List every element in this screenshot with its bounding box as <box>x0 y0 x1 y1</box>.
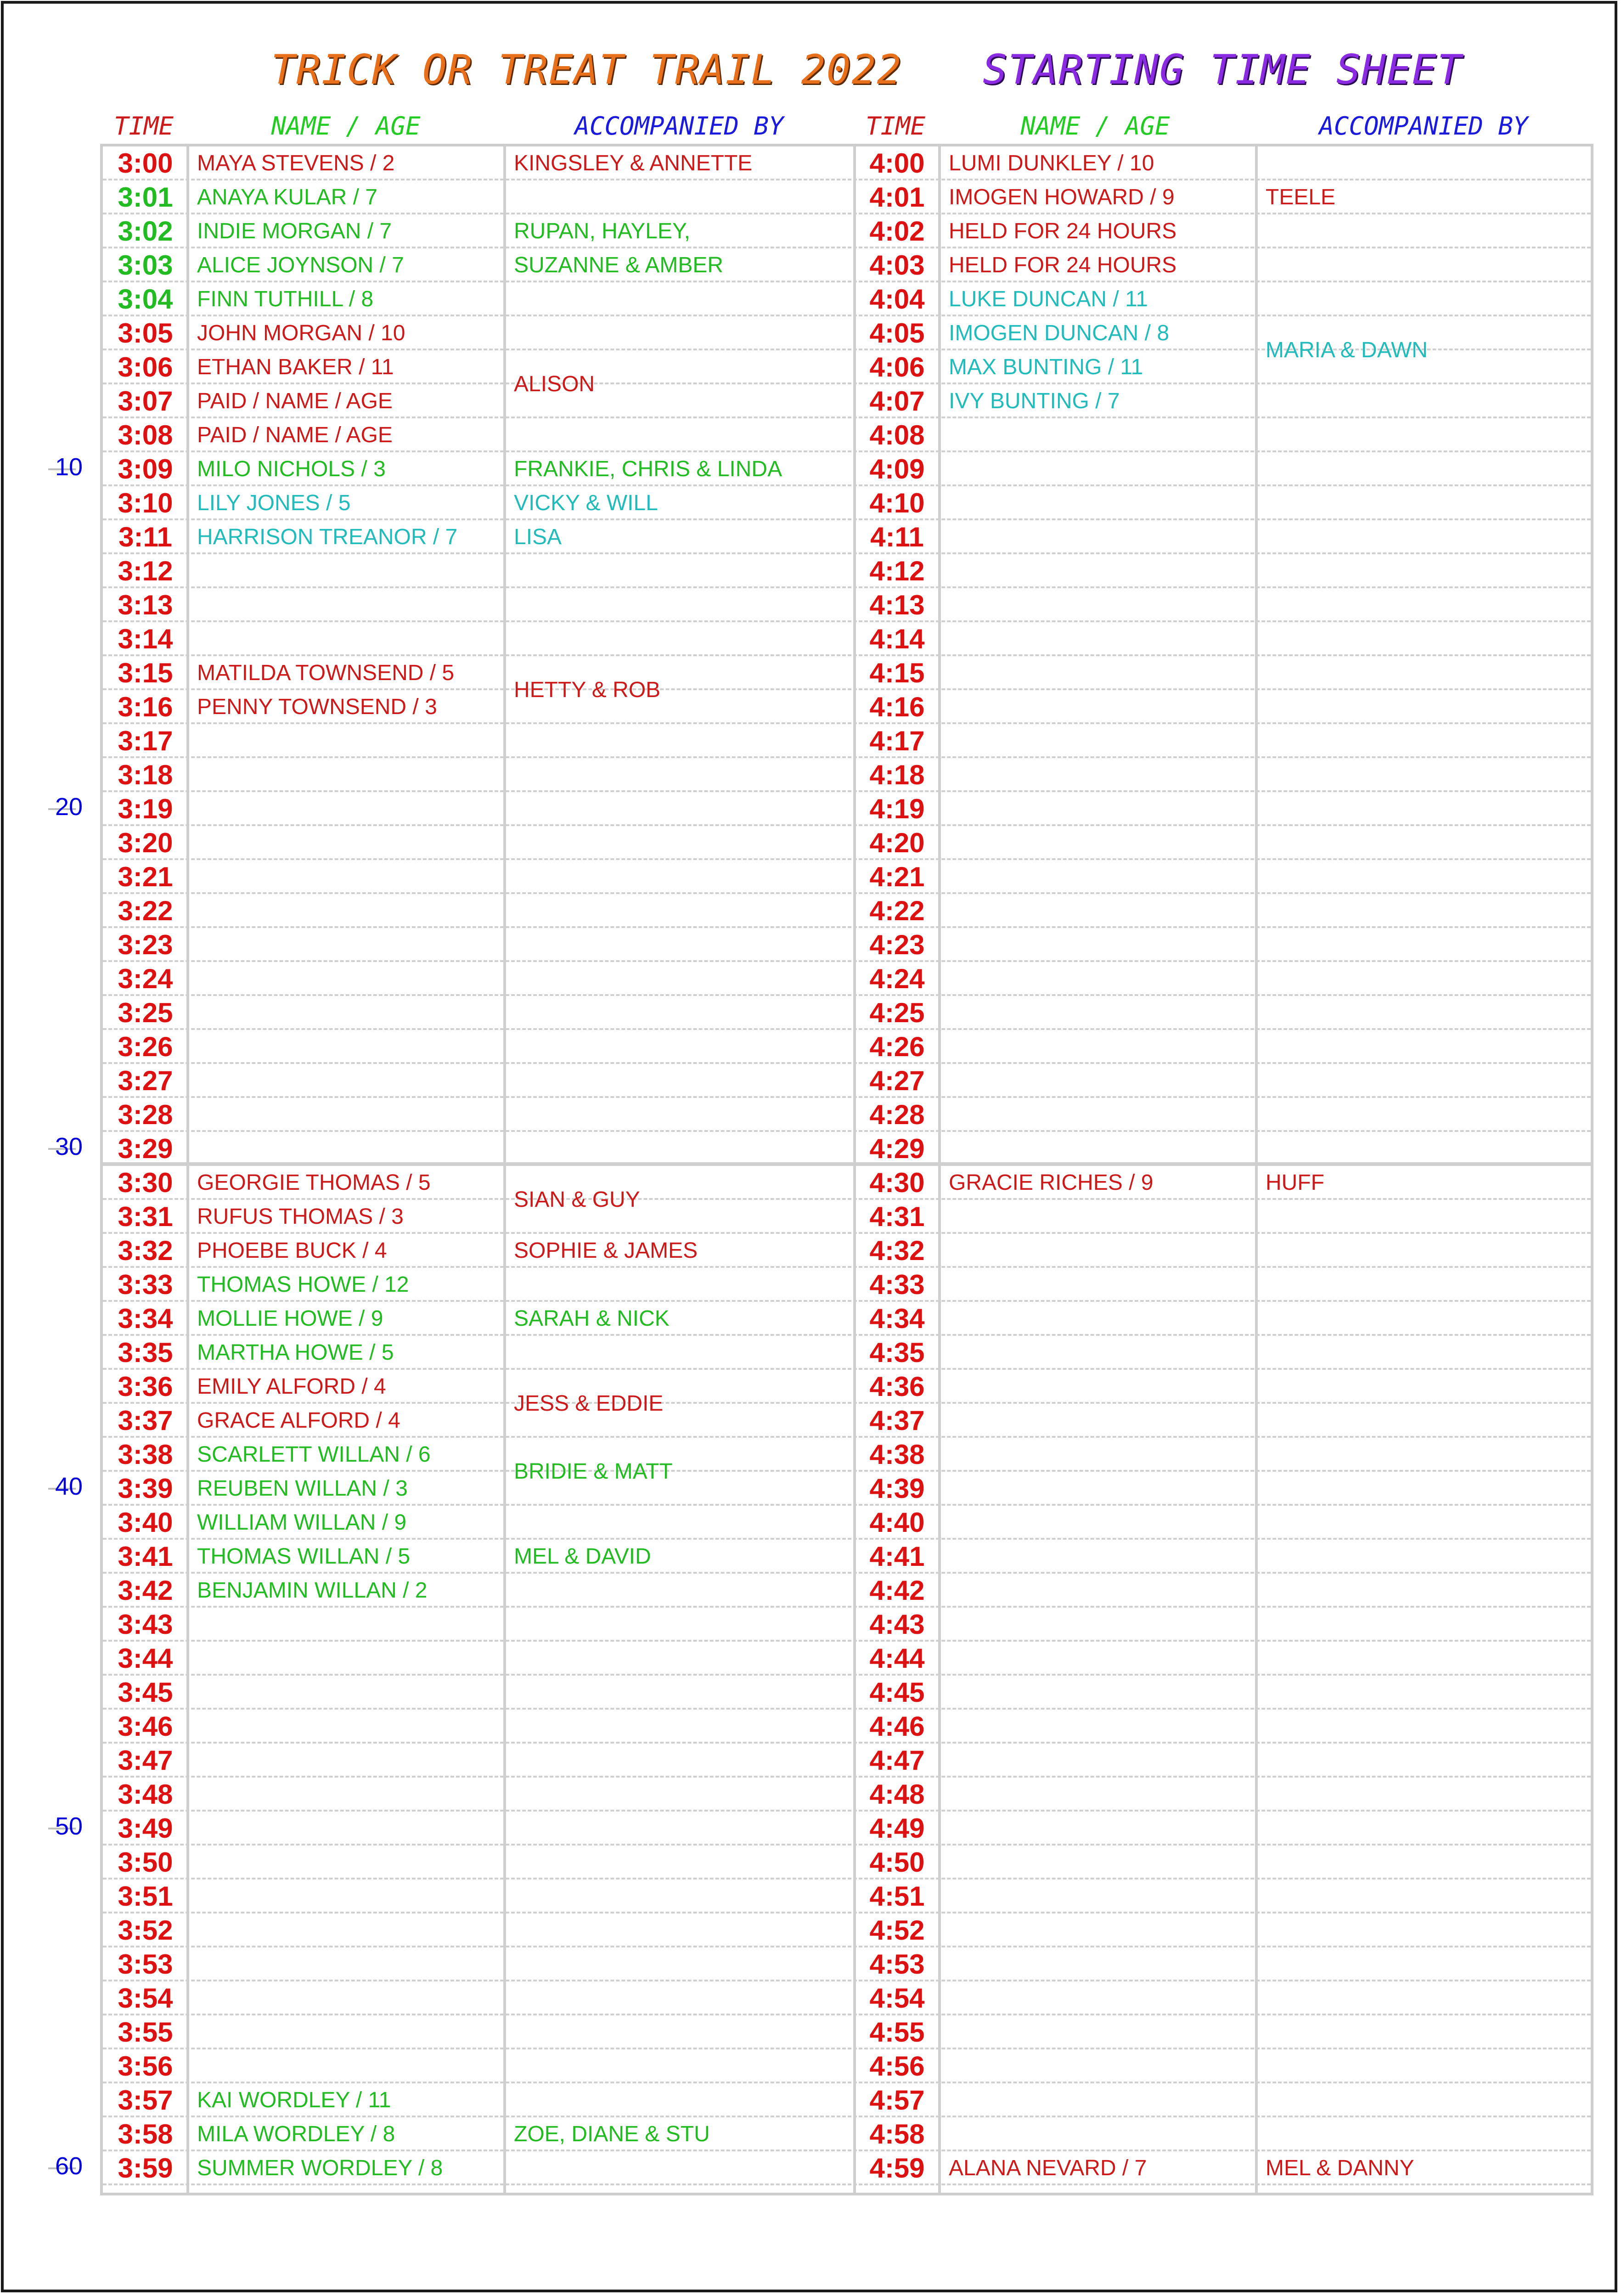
time-slot: 3:39 <box>118 1473 173 1504</box>
participant-name: JOHN MORGAN / 10 <box>197 321 405 345</box>
time-slot: 3:18 <box>118 760 173 790</box>
time-slot: 3:50 <box>118 1847 173 1878</box>
participant-name: PAID / NAME / AGE <box>197 389 393 413</box>
table-row <box>103 792 1591 826</box>
time-slot: 4:31 <box>869 1201 925 1232</box>
time-slot: 4:09 <box>869 454 925 484</box>
time-slot: 4:04 <box>869 284 925 315</box>
time-slot: 4:19 <box>869 793 925 824</box>
time-slot: 3:33 <box>118 1269 173 1300</box>
header-name-left: NAME / AGE <box>271 112 421 141</box>
time-slot: 4:30 <box>869 1167 925 1198</box>
table-row <box>103 1981 1591 2015</box>
participant-name: RUFUS THOMAS / 3 <box>197 1204 404 1229</box>
participant-name: THOMAS WILLAN / 5 <box>197 1544 411 1569</box>
table-row <box>103 1947 1591 1981</box>
participant-name: GRACE ALFORD / 4 <box>197 1408 400 1433</box>
ruler-tick-label: 30 <box>55 1133 83 1160</box>
time-slot: 3:22 <box>118 895 173 926</box>
time-slot: 4:13 <box>869 590 925 620</box>
time-slot: 4:26 <box>869 1031 925 1062</box>
time-slot: 4:53 <box>869 1949 925 1980</box>
time-slot: 4:14 <box>869 624 925 654</box>
table-row <box>103 1676 1591 1710</box>
ruler-tick-label: 40 <box>55 1473 83 1500</box>
time-slot: 3:55 <box>118 2017 173 2048</box>
time-slot: 3:47 <box>118 1745 173 1776</box>
time-slot: 3:21 <box>118 861 173 892</box>
accompanied-by: ZOE, DIANE & STU <box>514 2122 710 2146</box>
table-row <box>103 588 1591 622</box>
time-slot: 4:40 <box>869 1507 925 1538</box>
schedule-table <box>100 144 1593 2195</box>
header-accompanied-right: ACCOMPANIED BY <box>1319 112 1528 141</box>
time-slot: 4:46 <box>869 1711 925 1742</box>
accompanied-by: BRIDIE & MATT <box>514 1459 673 1484</box>
time-slot: 3:51 <box>118 1881 173 1912</box>
participant-name: MILO NICHOLS / 3 <box>197 457 386 481</box>
table-row <box>103 826 1591 860</box>
time-slot: 3:11 <box>118 522 172 552</box>
participant-name: PHOEBE BUCK / 4 <box>197 1238 387 1263</box>
time-slot: 3:26 <box>118 1031 173 1062</box>
time-slot: 4:56 <box>869 2051 925 2082</box>
time-slot: 4:05 <box>869 318 925 349</box>
time-slot: 4:47 <box>869 1745 925 1776</box>
time-slot: 4:49 <box>869 1813 925 1844</box>
accompanied-by: SIAN & GUY <box>514 1187 640 1212</box>
time-slot: 4:39 <box>869 1473 925 1504</box>
ruler-tick-label: 20 <box>55 793 83 821</box>
time-slot: 4:27 <box>869 1065 925 1096</box>
time-slot: 3:17 <box>118 726 173 756</box>
time-slot: 3:40 <box>118 1507 173 1538</box>
participant-name: IMOGEN DUNCAN / 8 <box>949 321 1170 345</box>
table-row <box>103 2049 1591 2083</box>
time-slot: 3:45 <box>118 1677 173 1708</box>
time-slot: 3:32 <box>118 1235 173 1266</box>
participant-name: HELD FOR 24 HOURS <box>949 253 1177 277</box>
table-row <box>103 860 1591 894</box>
time-slot: 3:53 <box>118 1949 173 1980</box>
time-slot: 3:08 <box>118 420 173 450</box>
table-row <box>103 996 1591 1030</box>
time-slot: 3:37 <box>118 1405 173 1436</box>
time-slot: 3:36 <box>118 1371 173 1402</box>
time-slot: 4:16 <box>869 692 925 722</box>
time-slot: 4:54 <box>869 1983 925 2014</box>
ruler-tick-label: 50 <box>55 1812 83 1840</box>
time-slot: 3:52 <box>118 1915 173 1946</box>
time-slot: 3:01 <box>118 182 173 213</box>
table-row <box>103 1030 1591 1064</box>
accompanied-by: SOPHIE & JAMES <box>514 1238 698 1263</box>
participant-name: ALANA NEVARD / 7 <box>949 2156 1147 2180</box>
table-row <box>103 758 1591 792</box>
time-slot: 4:23 <box>869 929 925 960</box>
table-row <box>103 1098 1591 1132</box>
time-slot: 4:32 <box>869 1235 925 1266</box>
table-row <box>103 1744 1591 1778</box>
table-row <box>103 1642 1591 1676</box>
participant-name: MOLLIE HOWE / 9 <box>197 1306 383 1331</box>
time-slot: 3:06 <box>118 352 173 383</box>
time-slot: 3:35 <box>118 1337 173 1368</box>
time-slot: 4:34 <box>869 1303 925 1334</box>
accompanied-by: SARAH & NICK <box>514 1306 670 1331</box>
ruler-tick-label: 10 <box>55 453 83 481</box>
time-slot: 3:13 <box>118 590 173 620</box>
time-slot: 4:17 <box>869 726 925 756</box>
participant-name: ALICE JOYNSON / 7 <box>197 253 404 277</box>
time-slot: 3:46 <box>118 1711 173 1742</box>
participant-name: PENNY TOWNSEND / 3 <box>197 695 437 719</box>
time-slot: 3:28 <box>118 1099 173 1130</box>
time-slot: 3:12 <box>118 556 173 586</box>
participant-name: LUKE DUNCAN / 11 <box>949 287 1148 311</box>
time-slot: 3:56 <box>118 2051 173 2082</box>
participant-name: PAID / NAME / AGE <box>197 423 393 447</box>
header-time-right: TIME <box>865 112 926 141</box>
time-slot: 3:16 <box>118 692 173 722</box>
table-row <box>103 1846 1591 1880</box>
time-slot: 4:51 <box>869 1881 925 1912</box>
time-slot: 3:57 <box>118 2085 173 2116</box>
participant-name: ETHAN BAKER / 11 <box>197 355 394 379</box>
time-slot: 4:01 <box>869 182 925 213</box>
time-slot: 4:36 <box>869 1371 925 1402</box>
participant-name: REUBEN WILLAN / 3 <box>197 1476 408 1501</box>
time-slot: 3:31 <box>118 1201 173 1232</box>
time-slot: 4:43 <box>869 1609 925 1640</box>
participant-name: MAX BUNTING / 11 <box>949 355 1143 379</box>
header-name-right: NAME / AGE <box>1020 112 1170 141</box>
time-slot: 3:41 <box>118 1541 173 1572</box>
time-slot: 4:18 <box>869 760 925 790</box>
time-slot: 4:33 <box>869 1269 925 1300</box>
time-slot: 4:12 <box>869 556 925 586</box>
participant-name: MARTHA HOWE / 5 <box>197 1340 394 1365</box>
time-slot: 3:38 <box>118 1439 173 1470</box>
time-slot: 4:58 <box>869 2119 925 2150</box>
time-slot: 3:30 <box>118 1167 173 1198</box>
time-slot: 3:59 <box>118 2153 173 2183</box>
time-slot: 3:10 <box>118 488 173 518</box>
participant-name: FINN TUTHILL / 8 <box>197 287 374 311</box>
participant-name: LILY JONES / 5 <box>197 491 351 515</box>
participant-name: SCARLETT WILLAN / 6 <box>197 1442 431 1467</box>
time-slot: 4:37 <box>869 1405 925 1436</box>
participant-name: HARRISON TREANOR / 7 <box>197 525 458 549</box>
time-slot: 4:45 <box>869 1677 925 1708</box>
accompanied-by: MARIA & DAWN <box>1266 338 1428 362</box>
table-row <box>103 1132 1591 1166</box>
time-slot: 3:48 <box>118 1779 173 1810</box>
time-slot: 4:22 <box>869 895 925 926</box>
table-row <box>103 928 1591 962</box>
participant-name: GEORGIE THOMAS / 5 <box>197 1171 431 1195</box>
accompanied-by: HETTY & ROB <box>514 678 661 702</box>
time-slot: 4:55 <box>869 2017 925 2048</box>
time-slot: 4:50 <box>869 1847 925 1878</box>
participant-name: THOMAS HOWE / 12 <box>197 1272 409 1297</box>
time-slot: 4:57 <box>869 2085 925 2116</box>
table-row <box>103 1812 1591 1846</box>
time-slot: 3:58 <box>118 2119 173 2150</box>
accompanied-by: HUFF <box>1266 1171 1324 1195</box>
participant-name: WILLIAM WILLAN / 9 <box>197 1510 407 1535</box>
header-accompanied-left: ACCOMPANIED BY <box>574 112 784 141</box>
time-slot: 4:35 <box>869 1337 925 1368</box>
table-row <box>103 962 1591 996</box>
time-slot: 4:41 <box>869 1541 925 1572</box>
table-row <box>103 1710 1591 1744</box>
time-slot: 4:21 <box>869 861 925 892</box>
time-slot: 3:24 <box>118 963 173 994</box>
ruler-tick-label: 60 <box>55 2152 83 2180</box>
participant-name: MATILDA TOWNSEND / 5 <box>197 661 455 685</box>
table-row <box>103 622 1591 656</box>
time-slot: 4:25 <box>869 997 925 1028</box>
table-row <box>103 894 1591 928</box>
time-slot: 4:42 <box>869 1575 925 1606</box>
accompanied-by: FRANKIE, CHRIS & LINDA <box>514 457 782 481</box>
time-slot: 4:24 <box>869 963 925 994</box>
time-slot: 3:15 <box>118 658 173 688</box>
participant-name: KAI WORDLEY / 11 <box>197 2088 391 2112</box>
time-slot: 4:08 <box>869 420 925 450</box>
table-row <box>103 554 1591 588</box>
time-slot: 3:07 <box>118 386 173 416</box>
time-slot: 3:43 <box>118 1609 173 1640</box>
time-slot: 3:23 <box>118 929 173 960</box>
time-slot: 3:42 <box>118 1575 173 1606</box>
time-slot: 3:19 <box>118 793 173 824</box>
time-slot: 4:03 <box>869 250 925 281</box>
accompanied-by: JESS & EDDIE <box>514 1391 664 1416</box>
accompanied-by: TEELE <box>1266 185 1336 209</box>
table-row <box>103 1880 1591 1913</box>
time-slot: 4:59 <box>869 2153 925 2183</box>
time-slot: 3:14 <box>118 624 173 654</box>
table-row <box>103 2015 1591 2049</box>
table-row <box>103 1608 1591 1642</box>
participant-name: MILA WORDLEY / 8 <box>197 2122 395 2146</box>
time-slot: 4:48 <box>869 1779 925 1810</box>
time-slot: 3:02 <box>118 216 173 247</box>
time-slot: 4:07 <box>869 386 925 416</box>
time-slot: 3:05 <box>118 318 173 349</box>
time-slot: 4:11 <box>870 522 924 552</box>
accompanied-by: MEL & DANNY <box>1266 2156 1414 2180</box>
time-slot: 4:02 <box>869 216 925 247</box>
time-slot: 4:10 <box>869 488 925 518</box>
accompanied-by: MEL & DAVID <box>514 1544 651 1569</box>
time-slot: 3:25 <box>118 997 173 1028</box>
accompanied-by: KINGSLEY & ANNETTE <box>514 151 753 175</box>
header-time-left: TIME <box>113 112 174 141</box>
table-row <box>103 724 1591 758</box>
table-row <box>103 1064 1591 1098</box>
time-slot: 3:49 <box>118 1813 173 1844</box>
time-slot: 4:52 <box>869 1915 925 1946</box>
time-slot: 3:34 <box>118 1303 173 1334</box>
time-slot: 3:20 <box>118 827 173 858</box>
time-slot: 4:00 <box>869 148 925 179</box>
accompanied-by: ALISON <box>514 372 595 396</box>
time-slot: 3:04 <box>118 284 173 315</box>
participant-name: BENJAMIN WILLAN / 2 <box>197 1578 428 1603</box>
participant-name: IMOGEN HOWARD / 9 <box>949 185 1175 209</box>
time-slot: 4:06 <box>869 352 925 383</box>
accompanied-by: SUZANNE & AMBER <box>514 253 724 277</box>
time-slot: 4:38 <box>869 1439 925 1470</box>
time-slot: 4:20 <box>869 827 925 858</box>
time-slot: 3:29 <box>118 1133 173 1164</box>
participant-name: HELD FOR 24 HOURS <box>949 219 1177 243</box>
participant-name: ANAYA KULAR / 7 <box>197 185 378 209</box>
time-slot: 3:09 <box>118 454 173 484</box>
title-part-1: TRICK OR TREAT TRAIL 2022 <box>271 46 902 93</box>
accompanied-by: RUPAN, HAYLEY, <box>514 219 691 243</box>
participant-name: LUMI DUNKLEY / 10 <box>949 151 1154 175</box>
participant-name: IVY BUNTING / 7 <box>949 389 1120 413</box>
time-slot: 3:54 <box>118 1983 173 2014</box>
participant-name: INDIE MORGAN / 7 <box>197 219 392 243</box>
time-slot: 4:15 <box>869 658 925 688</box>
participant-name: EMILY ALFORD / 4 <box>197 1374 386 1399</box>
time-slot: 3:00 <box>118 148 173 179</box>
time-slot: 3:03 <box>118 250 173 281</box>
accompanied-by: VICKY & WILL <box>514 491 658 515</box>
time-slot: 4:44 <box>869 1643 925 1674</box>
title-part-2: STARTING TIME SHEET <box>983 46 1463 93</box>
table-row <box>103 1913 1591 1947</box>
participant-name: SUMMER WORDLEY / 8 <box>197 2156 443 2180</box>
time-slot: 4:28 <box>869 1099 925 1130</box>
time-slot: 3:44 <box>118 1643 173 1674</box>
participant-name: GRACIE RICHES / 9 <box>949 1171 1154 1195</box>
accompanied-by: LISA <box>514 525 562 549</box>
time-slot: 3:27 <box>118 1065 173 1096</box>
table-row <box>103 1778 1591 1812</box>
participant-name: MAYA STEVENS / 2 <box>197 151 395 175</box>
time-slot: 4:29 <box>869 1133 925 1164</box>
